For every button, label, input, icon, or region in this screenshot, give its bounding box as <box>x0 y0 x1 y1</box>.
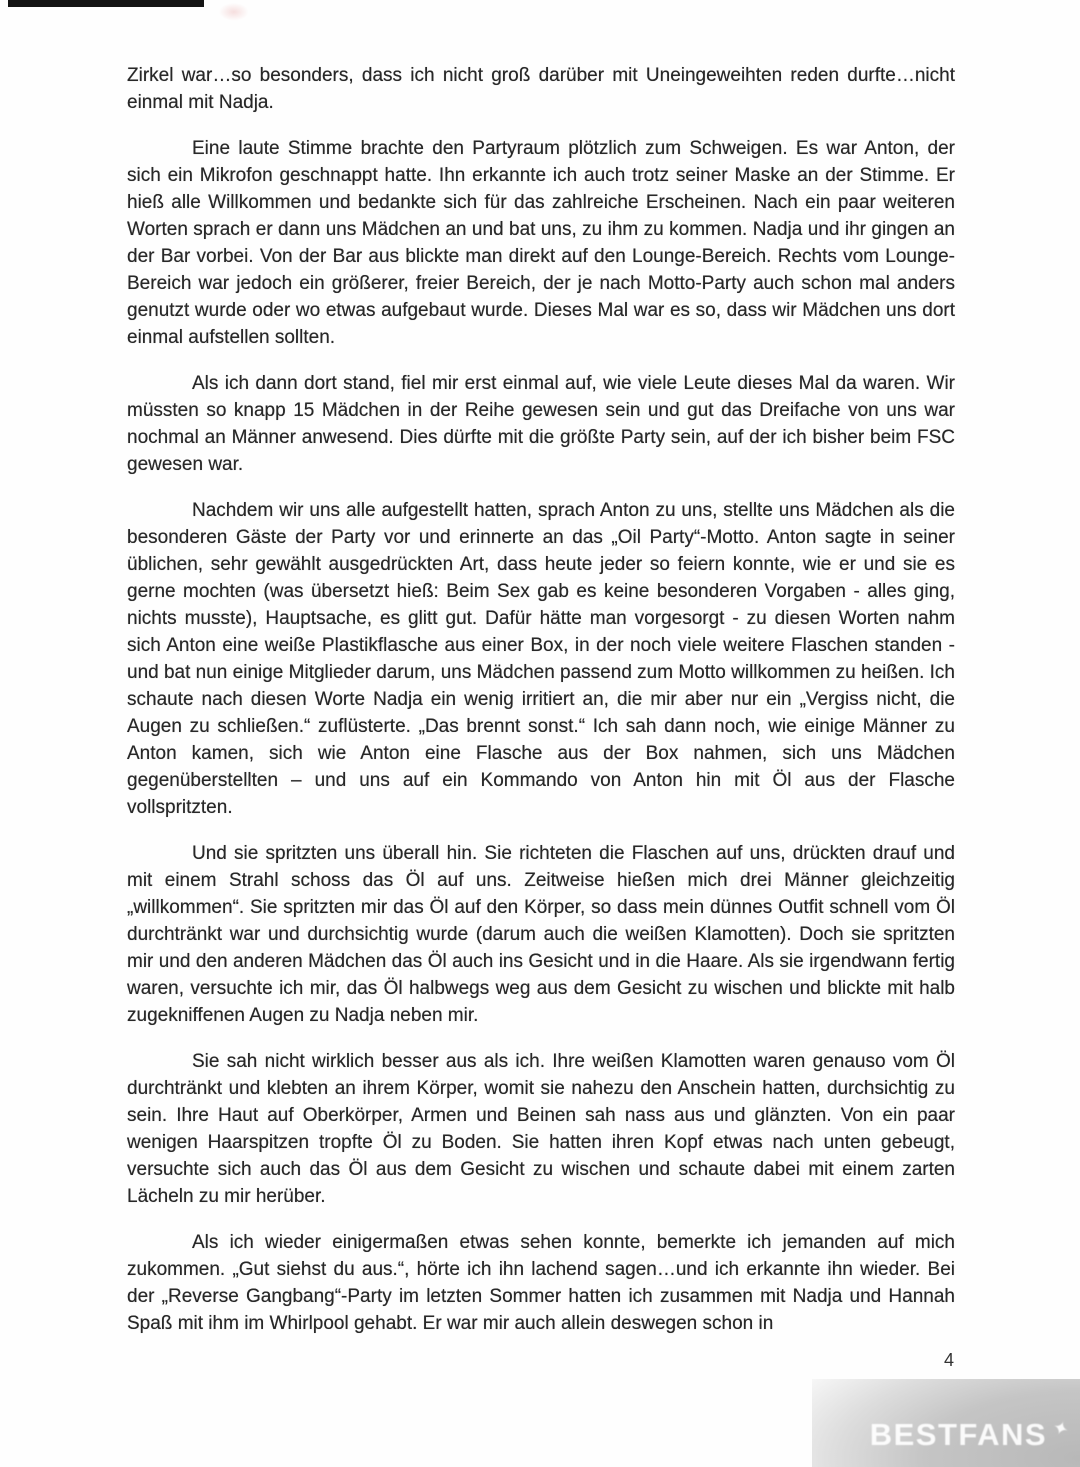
paragraph-3: Als ich dann dort stand, fiel mir erst einmal auf, wie viele Leute dieses Mal da waren. Wir müssten so knapp 15 Mädchen in der Reihe gewesen sein und gut das Dreifache von uns war nochmal an Männer anwesend. Dies dürfte mit die größte Party sein, auf der ich bisher beim FSC gewesen war. <box>127 373 955 475</box>
paragraph-7: Als ich wieder einigermaßen etwas sehen konnte, bemerkte ich jemanden auf mich zukommen. „Gut siehst du aus.“, hörte ich ihn lachend sagen…und ich erkannte ihn wieder. Bei der „Reverse Gangbang“-Party im letzten Sommer hatten ich zusammen mit Nadja und Hannah Spaß mit ihm im Whirlpool gehabt. Er war mir auch allein deswegen schon in <box>127 1232 955 1334</box>
scan-artifact-bar <box>8 0 204 7</box>
star-icon: ✦ <box>1049 1416 1072 1442</box>
page-number: 4 <box>943 1350 954 1370</box>
paragraph-4: Nachdem wir uns alle aufgestellt hatten, sprach Anton zu uns, stellte uns Mädchen als die besonderen Gäste der Party vor und erinnerte an das „Oil Party“-Motto. Anton sagte in seiner üblichen, sehr gewählt ausgedrückten Art, dass heute jeder so feiern konnte, wie er und sie es gerne mochten (was übersetzt hieß: Beim Sex gab es keine besonderen Vorgaben - alles ging, nichts musste), Hauptsache, es glitt gut. Dafür hätte man vorgesorgt - zu diesen Worten nahm sich Anton eine weiße Plastikflasche aus einer Box, in der noch viele weitere Flaschen standen - und bat nun einige Mitglieder darum, uns Mädchen passend zum Motto willkommen zu heißen. Ich schaute nach diesen Worte Nadja ein wenig irritiert an, die mir aber nur ein „Vergiss nicht, die Augen zu schließen.“ zuflüsterte. „Das brennt sonst.“ Ich sah dann noch, wie einige Männer zu Anton kamen, sich wie Anton eine Flasche aus der Box nahmen, sich uns Mädchen gegenüberstellten – und uns auf ein Kommando von Anton hin mit Öl aus der Flasche vollspritzten. <box>127 500 955 818</box>
paragraph-2: Eine laute Stimme brachte den Partyraum plötzlich zum Schweigen. Es war Anton, der sich ein Mikrofon geschnappt hatte. Ihn erkannte ich auch trotz seiner Maske an der Stimme. Er hieß alle Willkommen und bedankte sich für das zahlreiche Erscheinen. Nach ein paar weiteren Worten sprach er dann uns Mädchen an und bat uns, zu ihm zu kommen. Nadja und ihr gingen an der Bar vorbei. Von der Bar aus blickte man direkt auf den Lounge-Bereich. Rechts vom Lounge-Bereich war jedoch ein größerer, freier Bereich, der je nach Motto-Party auch schon mal anders genutzt wurde oder wo etwas aufgebaut wurde. Dieses Mal war es so, dass wir Mädchen uns dort einmal aufstellen sollten. <box>127 138 955 348</box>
bestfans-watermark <box>812 1379 1080 1467</box>
bestfans-logo-text: BESTFANS <box>869 1417 1048 1452</box>
paragraph-5: Und sie spritzten uns überall hin. Sie richteten die Flaschen auf uns, drückten drauf und mit einem Strahl schoss das Öl auf uns. Zeitweise hießen mich drei Männer gleichzeitig „willkommen“. Sie spritzten mir das Öl auf den Körper, so dass mein dünnes Outfit schnell vom Öl durchtränkt war und durchsichtig wurde (darum auch die weißen Klamotten). Doch sie spritzten mir und den anderen Mädchen das Öl auch ins Gesicht und in die Haare. Als sie irgendwann fertig waren, versuchte ich mir, das Öl halbwegs weg aus dem Gesicht zu wischen und blickte mit halb zugekniffenen Augen zu Nadja neben mir. <box>127 843 955 1026</box>
page-content <box>127 62 955 1356</box>
paragraph-6: Sie sah nicht wirklich besser aus als ich. Ihre weißen Klamotten waren genauso vom Öl durchtränkt und klebten an ihrem Körper, womit sie nahezu den Anschein hatten, durchsichtig zu sein. Ihre Haut auf Oberkörper, Armen und Beinen sah nass aus und glänzten. Von ein paar wenigen Haarspitzen tropfte Öl zu Boden. Sie hatten ihren Kopf etwas nach unten gebeugt, versuchte sich auch das Öl aus dem Gesicht zu wischen und schaute dabei mit einem zarten Lächeln zu mir herüber. <box>127 1051 955 1207</box>
paragraph-1: Zirkel war…so besonders, dass ich nicht groß darüber mit Uneingeweihten reden durfte…nicht einmal mit Nadja. <box>127 65 955 113</box>
scan-artifact-smudge <box>214 0 258 34</box>
